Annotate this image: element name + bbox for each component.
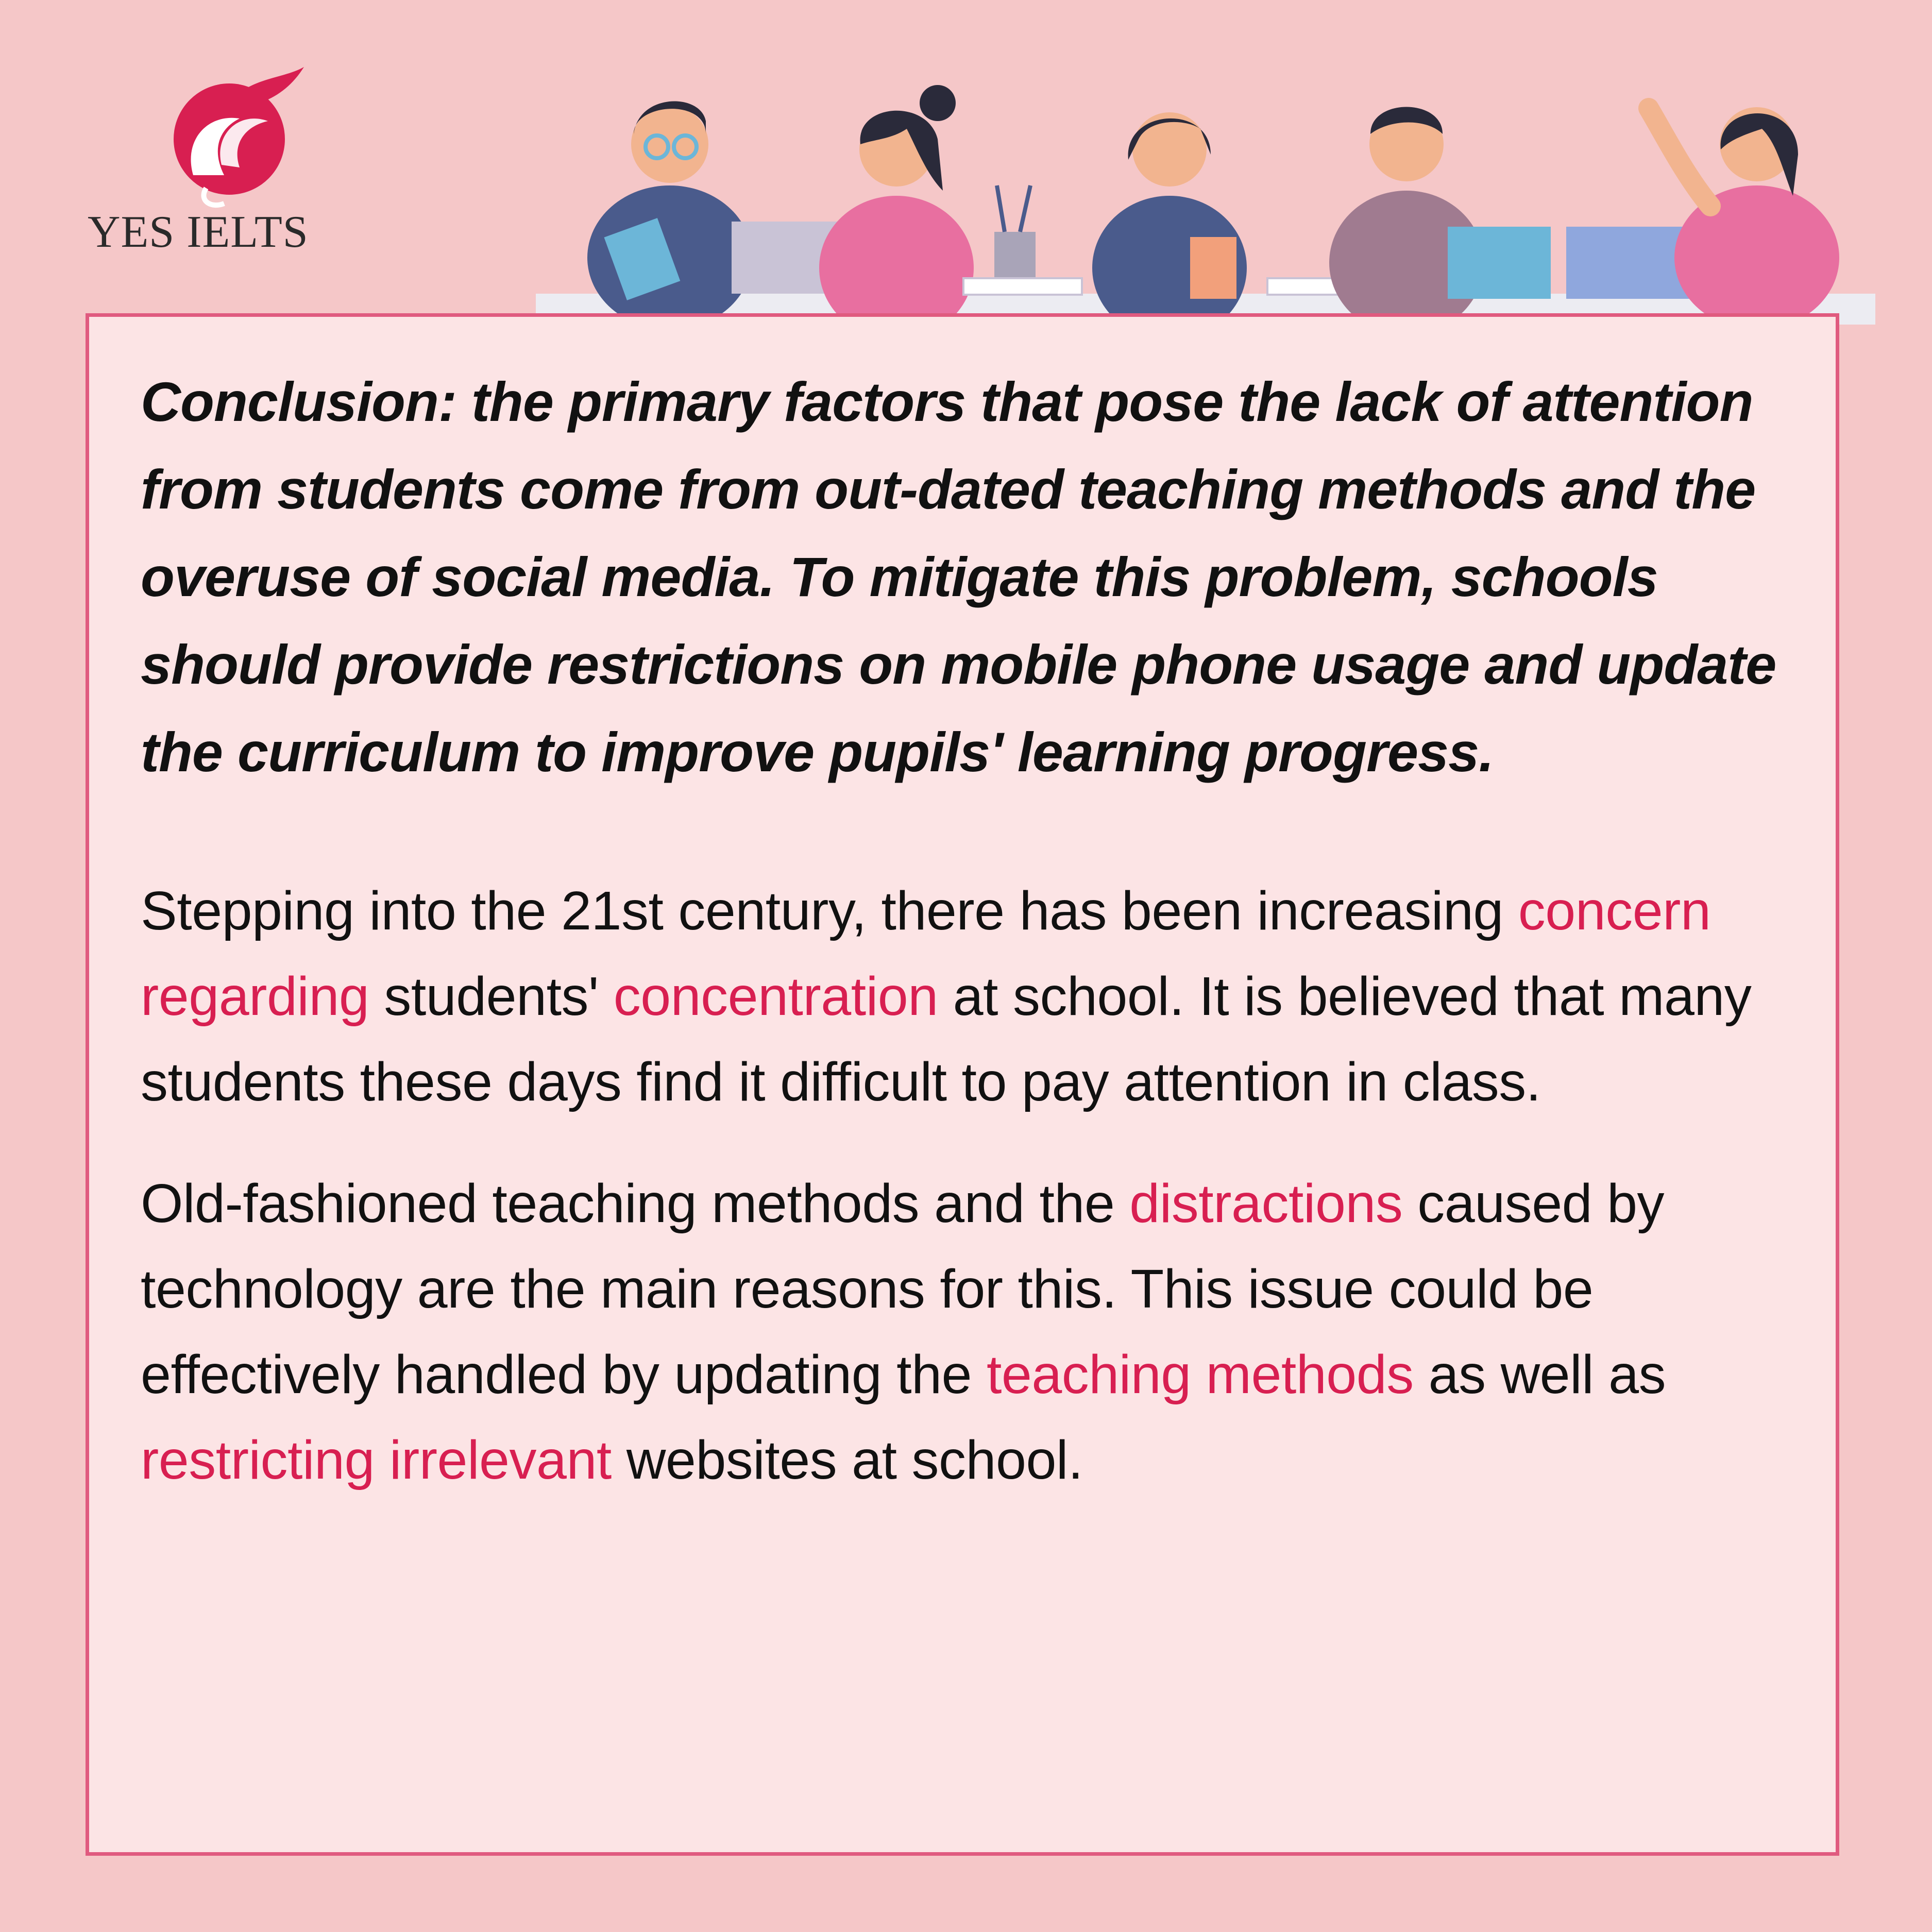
student-pigtails-icon <box>1092 112 1247 330</box>
intro-paragraph <box>141 868 1815 1125</box>
p2-text-1: Old-fashioned teaching methods and the <box>141 1173 1130 1234</box>
content-card <box>86 313 1839 1856</box>
highlight-distractions: distractions <box>1129 1173 1403 1234</box>
p1-text-3: at school. It is believed that many students these days find it difficult to pay attention in class. <box>141 966 1752 1112</box>
student-glasses-icon <box>587 101 752 330</box>
highlight-restricting-irrelevant: restricting irrelevant <box>141 1430 612 1490</box>
p2-text-2: caused by technology are the main reasons for this. This issue could be effectively handled by updating the <box>141 1173 1665 1405</box>
students-studying-illustration <box>536 72 1875 330</box>
brand-logo <box>88 57 345 263</box>
student-bun-icon <box>819 85 974 330</box>
highlight-concentration: concentration <box>613 966 938 1027</box>
p1-text-2: students' <box>369 966 614 1027</box>
p1-text-1: Stepping into the 21st century, there has been increasing <box>141 880 1518 941</box>
flame-swirl-logo-icon <box>162 57 307 211</box>
student-short-hair-icon <box>1329 107 1551 330</box>
p2-text-3: as well as <box>1413 1344 1666 1405</box>
highlight-concern-regarding: concern regarding <box>141 880 1711 1027</box>
conclusion-paragraph: Conclusion: the primary factors that pose the lack of attention from students come from out-dated teaching methods and the overuse of social media. To mitigate this problem, schools should provide restrictions on mobile phone usage and update the curriculum to improve pupils' learning progress. <box>141 370 1776 783</box>
highlight-teaching-methods: teaching methods <box>986 1344 1414 1405</box>
brand-name: YES IELTS <box>88 207 309 257</box>
card-text <box>141 358 1815 1503</box>
overview-paragraph <box>141 1161 1815 1503</box>
p2-text-4: websites at school. <box>611 1430 1083 1490</box>
